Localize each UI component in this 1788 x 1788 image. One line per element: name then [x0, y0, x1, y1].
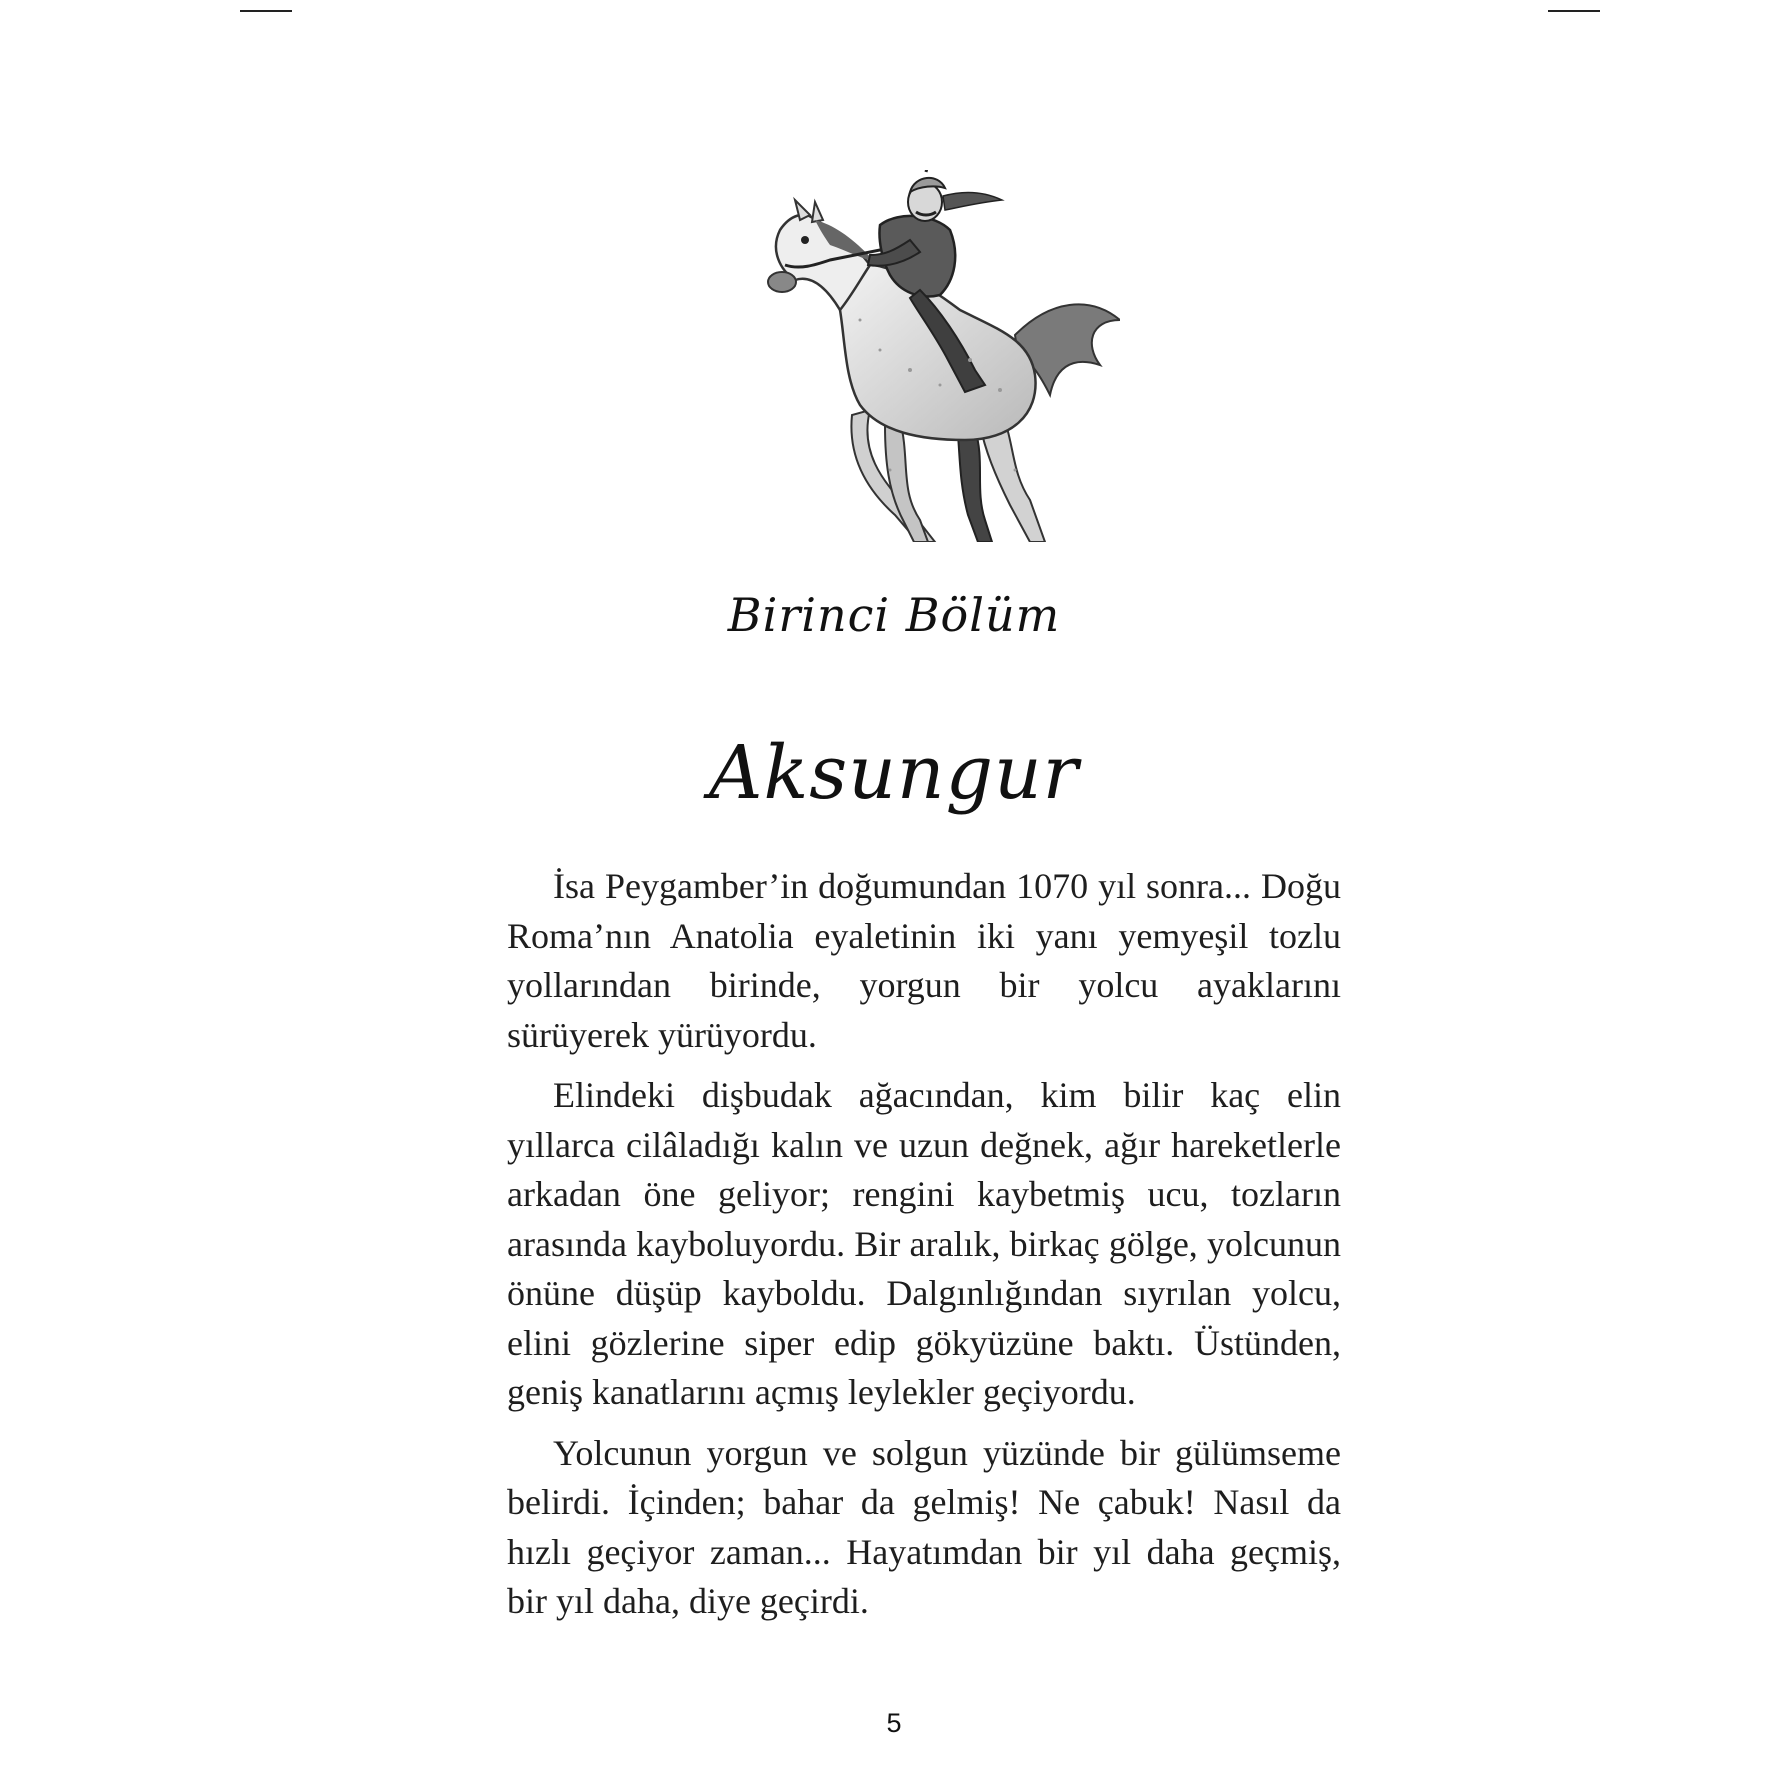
body-text [507, 862, 1341, 1638]
chapter-label: Birinci Bölüm [727, 588, 1061, 642]
paragraph-1: İsa Peygamber’in doğumundan 1070 yıl sonra... Doğu Roma’nın Anatolia eyaletinin iki yanı yemyeşil tozlu yollarından birinde, yorgun bir yolcu ayaklarını sürüyerek yürüyordu. [507, 866, 1341, 1055]
page-number: 5 [886, 1708, 902, 1738]
horse-rider-illustration [760, 170, 1120, 542]
crop-mark-left [240, 10, 292, 12]
chapter-title: Aksungur [709, 730, 1079, 816]
paragraph-3: Yolcunun yorgun ve solgun yüzünde bir gülümseme belirdi. İçinden; bahar da gelmiş! Ne çabuk! Nasıl da hızlı geçiyor zaman... Hayatımdan bir yıl daha geçmiş, bir yıl daha, diye geçirdi. [507, 1432, 1341, 1621]
paragraph-2: Elindeki dişbudak ağacından, kim bilir kaç elin yıllarca cilâladığı kalın ve uzun değnek, ağır hareketlerle arkadan öne geliyor; rengini kaybetmiş ucu, tozların arasında kayboluyordu. Bir aralık, birkaç gölge, yolcunun önüne düşüp kayboldu. Dalgınlığından sıyrılan yolcu, elini gözlerine siper edip gökyüzüne baktı. Üstünden, geniş kanatlarını açmış leylekler geçiyordu. [507, 1075, 1341, 1412]
crop-mark-right [1548, 10, 1600, 12]
